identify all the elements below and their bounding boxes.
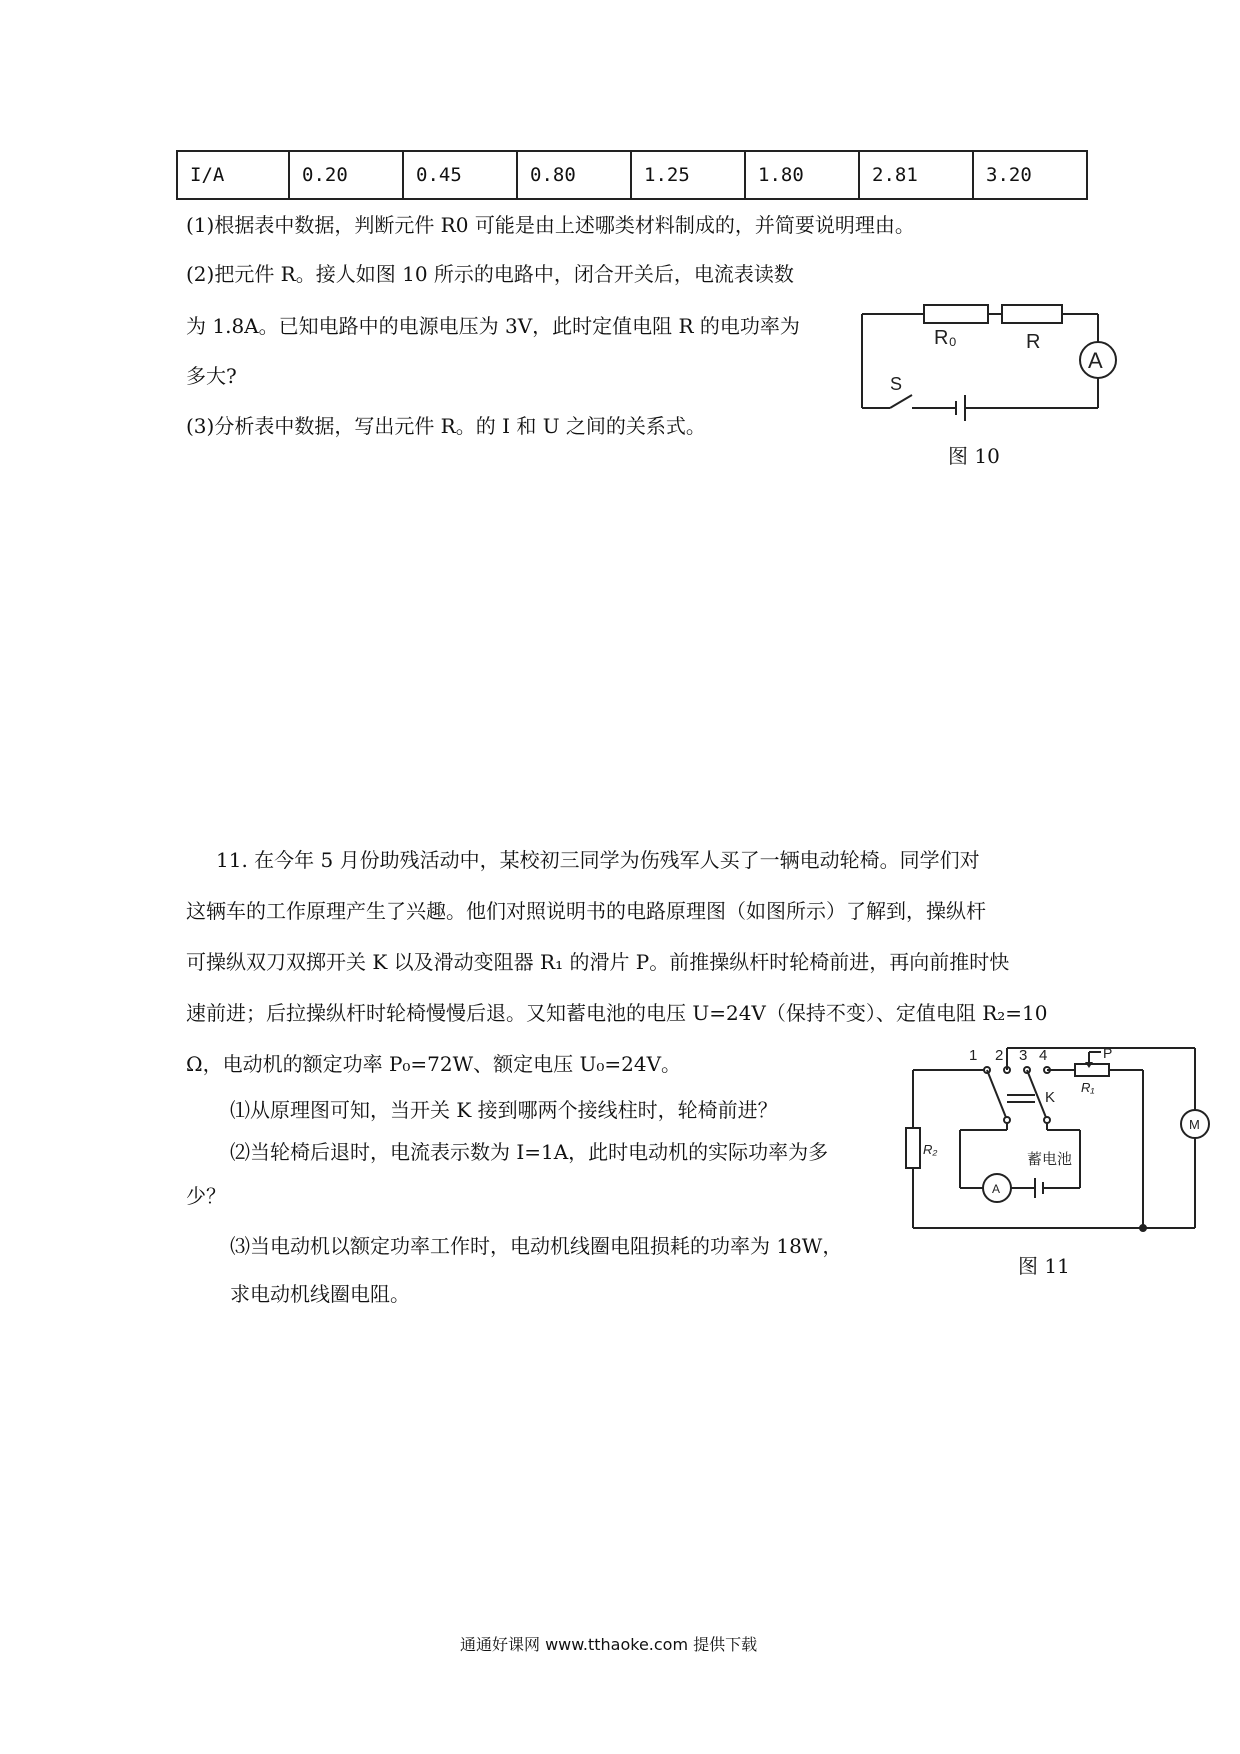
- figure-10-circuit: [850, 292, 1130, 422]
- label-a: A: [992, 1182, 1001, 1196]
- terminal-2: 2: [995, 1047, 1004, 1064]
- label-s: S: [890, 374, 903, 394]
- label-k: K: [1045, 1089, 1056, 1106]
- table-cell: 1.80: [745, 151, 859, 199]
- resistor-r: [1002, 305, 1062, 323]
- figure-11-caption: 图 11: [1018, 1254, 1070, 1278]
- footer-text: 通通好课网 www.tthaoke.com 提供下载: [460, 1635, 758, 1654]
- table-cell: 2.81: [859, 151, 973, 199]
- terminal-4: 4: [1039, 1047, 1048, 1064]
- q10-part3: (3)分析表中数据，写出元件 R。的 I 和 U 之间的关系式。: [186, 414, 706, 438]
- terminal-3: 3: [1019, 1047, 1028, 1064]
- table-header-cell: I/A: [177, 151, 289, 199]
- q11-line4: 速前进；后拉操纵杆时轮椅慢慢后退。又知蓄电池的电压 U=24V（保持不变）、定值电阻 R₂=10: [186, 1001, 1048, 1025]
- label-m: M: [1189, 1117, 1200, 1132]
- table-row: [177, 151, 1087, 199]
- q11-sub3-line2: 求电动机线圈电阻。: [230, 1282, 410, 1306]
- label-r: R: [1026, 331, 1041, 353]
- figure-11-circuit: [905, 1040, 1215, 1235]
- label-r2: R₂: [923, 1142, 938, 1157]
- q10-part2-line3: 多大?: [186, 364, 237, 388]
- label-r0: R₀: [934, 327, 957, 349]
- label-battery: 蓄电池: [1027, 1151, 1073, 1168]
- rheostat-r1: [1075, 1064, 1109, 1076]
- q11-sub2-line2: 少？: [186, 1184, 226, 1208]
- table-cell: 0.20: [289, 151, 403, 199]
- table-cell: 0.45: [403, 151, 517, 199]
- q10-part1: (1)根据表中数据，判断元件 R0 可能是由上述哪类材料制成的，并简要说明理由。: [186, 213, 915, 237]
- switch-k-blade: [987, 1070, 1007, 1120]
- q11-sub3-line1: ⑶当电动机以额定功率工作时，电动机线圈电阻损耗的功率为 18W，: [230, 1234, 843, 1258]
- q11-line5: Ω，电动机的额定功率 P₀=72W、额定电压 U₀=24V。: [186, 1052, 682, 1076]
- table-cell: 3.20: [973, 151, 1087, 199]
- q11-line1: 11. 在今年 5 月份助残活动中，某校初三同学为伤残军人买了一辆电动轮椅。同学们对: [216, 848, 980, 872]
- switch-s: [890, 395, 912, 408]
- current-table: [176, 150, 1088, 200]
- q10-part2-line1: (2)把元件 R。接人如图 10 所示的电路中，闭合开关后，电流表读数: [186, 262, 794, 286]
- resistor-r2: [906, 1128, 920, 1168]
- q10-part2-line2: 为 1.8A。已知电路中的电源电压为 3V，此时定值电阻 R 的电功率为: [186, 314, 800, 338]
- q11-sub1: ⑴从原理图可知，当开关 K 接到哪两个接线柱时，轮椅前进？: [230, 1098, 778, 1122]
- label-p: P: [1103, 1045, 1113, 1061]
- label-r1: R₁: [1081, 1080, 1095, 1095]
- q11-line3: 可操纵双刀双掷开关 K 以及滑动变阻器 R₁ 的滑片 P。前推操纵杆时轮椅前进，再向前推时快: [186, 950, 1010, 974]
- terminal-1: 1: [969, 1047, 978, 1064]
- label-a: A: [1088, 348, 1103, 373]
- figure-10-caption: 图 10: [948, 444, 1000, 468]
- table-cell: 1.25: [631, 151, 745, 199]
- resistor-r0: [924, 305, 988, 323]
- table-cell: 0.80: [517, 151, 631, 199]
- q11-line2: 这辆车的工作原理产生了兴趣。他们对照说明书的电路原理图（如图所示）了解到，操纵杆: [186, 899, 986, 923]
- q11-sub2-line1: ⑵当轮椅后退时，电流表示数为 I=1A，此时电动机的实际功率为多: [230, 1140, 829, 1164]
